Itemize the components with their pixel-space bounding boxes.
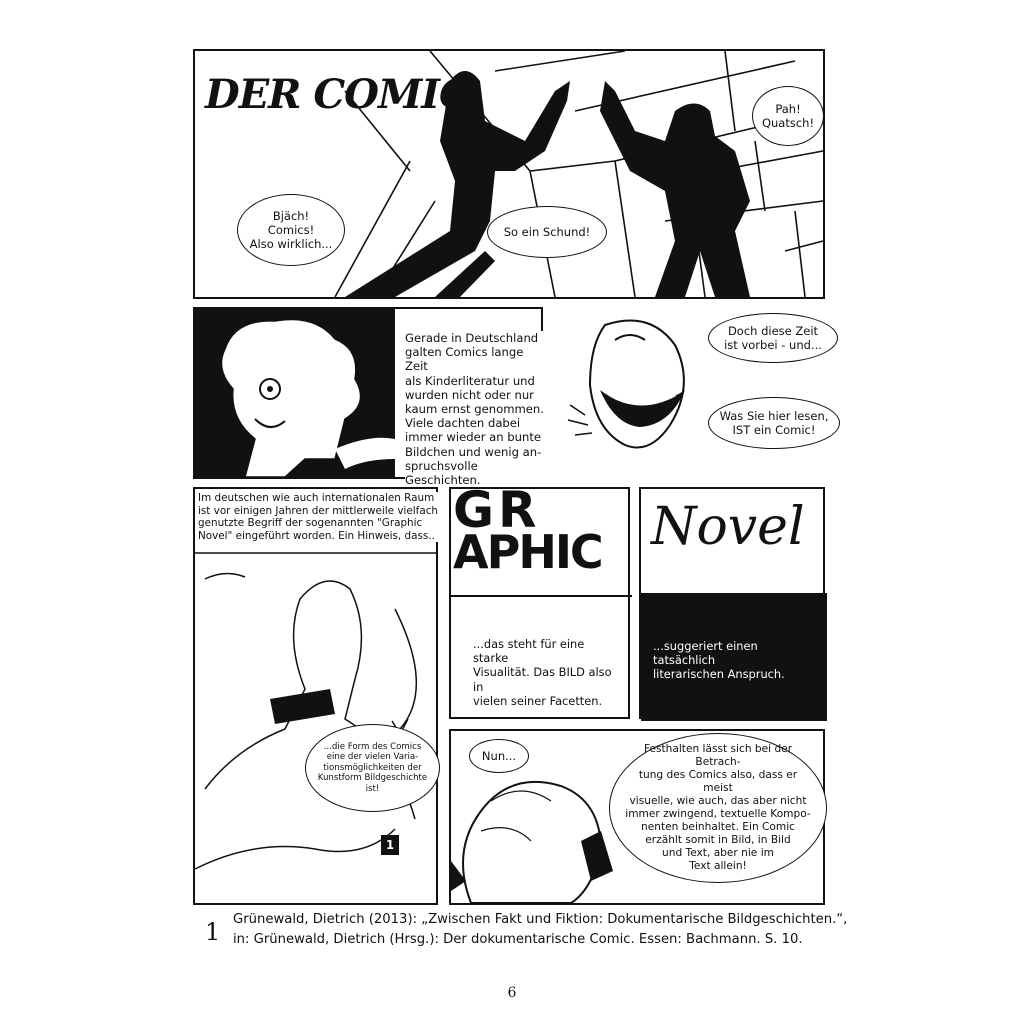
speech-bubble-schund: So ein Schund! (487, 206, 607, 258)
novel-word: Novel (651, 497, 805, 557)
speech-bubble-zeit-vorbei: Doch diese Zeit ist vorbei - und... (708, 313, 838, 363)
panel-2-portrait (195, 309, 395, 477)
graphic-word-line-1: GR (453, 481, 541, 539)
panel-4 (193, 487, 438, 905)
panel-2 (193, 307, 544, 488)
page-number: 6 (507, 985, 517, 1001)
footnote-line-1: Grünewald, Dietrich (2013): „Zwischen Fakt und Fiktion: Dokumentarische Bildgeschichten.“, (233, 912, 848, 927)
panel-5 (449, 481, 630, 719)
panel-3 (560, 305, 829, 481)
panel-7 (449, 729, 825, 905)
footnote-line-2: in: Grünewald, Dietrich (Hrsg.): Der dokumentarische Comic. Essen: Bachmann. S. 10. (233, 932, 803, 947)
panel-5-caption: ...das steht für eine starke Visualität. Das BILD also in vielen seiner Facetten. (473, 637, 623, 708)
panel-5-divider (451, 595, 632, 597)
panel-6-caption: ...suggeriert einen tatsächlich literarischen Anspruch. (653, 639, 785, 682)
footnote-number: 1 (205, 918, 221, 946)
panel-1 (193, 49, 825, 299)
speech-bubble-festhalten: Festhalten lässt sich bei der Betrach- tung des Comics also, dass er meist visuelle, wie auch, das aber nicht immer zwingend, textuelle Kompo- nenten beinhaltet. Ein Comic erzählt somit in Bild, in Bild und Text, aber nie im Text allein! (609, 733, 827, 883)
panel-4-illustration (195, 489, 436, 903)
speech-bubble-nun: Nun... (469, 739, 529, 773)
footnote-marker: 1 (381, 835, 399, 855)
speech-bubble-quatsch: Pah! Quatsch! (752, 86, 824, 146)
panel-6 (639, 487, 825, 719)
panel-1-title: DER COMIC (205, 71, 470, 118)
quote-bubble-form-des-comics: ...die Form des Comics eine der vielen Varia- tionsmöglichkeiten der Kunstform Bildgeschichte ist! (305, 724, 440, 812)
panel-2-caption: Gerade in Deutschland galten Comics lange Zeit als Kinderliteratur und wurden nicht oder nur kaum ernst genommen. Viele dachten dabei immer wieder an bunte Bildchen und wenig an- spruchsvolle Geschichten. (405, 331, 544, 488)
speech-bubble-bjaech: Bjäch! Comics! Also wirklich... (237, 194, 345, 266)
graphic-word-line-2: APHIC (453, 525, 602, 579)
speech-bubble-ist-ein-comic: Was Sie hier lesen, IST ein Comic! (708, 397, 840, 449)
panel-4-caption: Im deutschen wie auch internationalen Raum ist vor einigen Jahren der mittlerweile vielfach genutzte Begriff der sogenannten "Graphic Novel" eingeführt worden. Ein Hinweis, dass.. (198, 492, 438, 542)
